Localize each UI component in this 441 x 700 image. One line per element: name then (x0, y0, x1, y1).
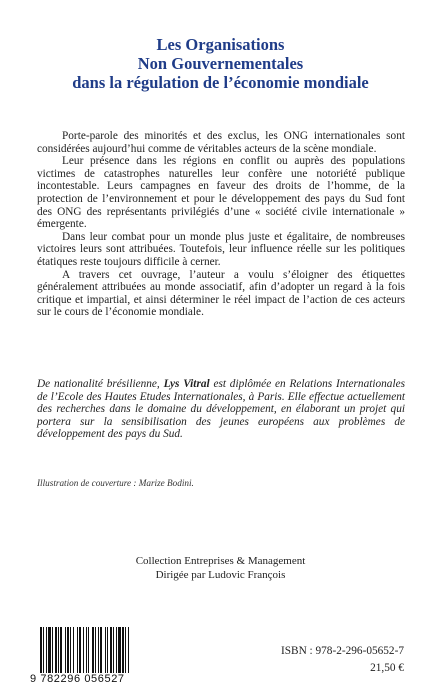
collection-director: Dirigée par Ludovic François (155, 568, 286, 581)
title-line-3: dans la régulation de l’économie mondiale (72, 73, 369, 92)
author-bio-body: est diplômée en Relations Internationales de l’Ecole des Hautes Etudes Internationales, à Paris. Elle effectue actuellement des recherches dans le domaine du développement, en élaborant un projet qui portera sur la sensibilisation des jeunes européens aux problèmes de développement des pays du Sud. (37, 378, 405, 441)
summary-paragraph-3: Dans leur combat pour un monde plus juste et égalitaire, de nombreuses victoires leurs sont attribuées. Toutefois, leur influence réelle sur les politiques étatiques reste toujours difficile à cerner. (37, 230, 405, 268)
barcode-number: 9 782296 056527 (30, 673, 125, 685)
collection-info (0, 555, 441, 582)
illustration-credit: Illustration de couverture : Marize Bodini. (37, 478, 194, 488)
barcode-bars (40, 627, 160, 673)
book-title (0, 35, 441, 92)
author-bio (37, 378, 405, 441)
author-bio-intro: De nationalité brésilienne, (37, 378, 164, 390)
title-line-2: Non Gouvernementales (137, 54, 304, 73)
summary-paragraph-4: A travers cet ouvrage, l’auteur a voulu s’éloigner des étiquettes généralement attribuées au monde associatif, afin d’adopter un regard à la fois critique et impartial, et ainsi déterminer le réel impact de l’action de ces acteurs sur le cours de l’économie mondiale. (37, 268, 405, 319)
summary-paragraph-2: Leur présence dans les régions en conflit ou auprès des populations victimes de catastrophes naturelles leur confère une notoriété publique incontestable. Leurs campagnes en faveur des droits de l’homme, de la protection de l’environnement et pour le développement des pays du Sud font des ONG des représentants privilégiés d’une « société civile internationale » émergente. (37, 155, 405, 231)
price: 21,50 € (370, 662, 404, 674)
isbn-number: ISBN : 978-2-296-05652-7 (280, 645, 404, 657)
summary-text (37, 130, 405, 319)
author-name: Lys Vitral (163, 378, 210, 390)
isbn-block (281, 643, 404, 677)
title-line-1: Les Organisations (156, 35, 285, 54)
collection-name: Collection Entreprises & Management (135, 555, 306, 567)
summary-paragraph-1: Porte-parole des minorités et des exclus, les ONG internationales sont considérées aujourd’hui comme de véritables acteurs de la scène mondiale. (37, 130, 405, 155)
barcode (30, 627, 165, 685)
